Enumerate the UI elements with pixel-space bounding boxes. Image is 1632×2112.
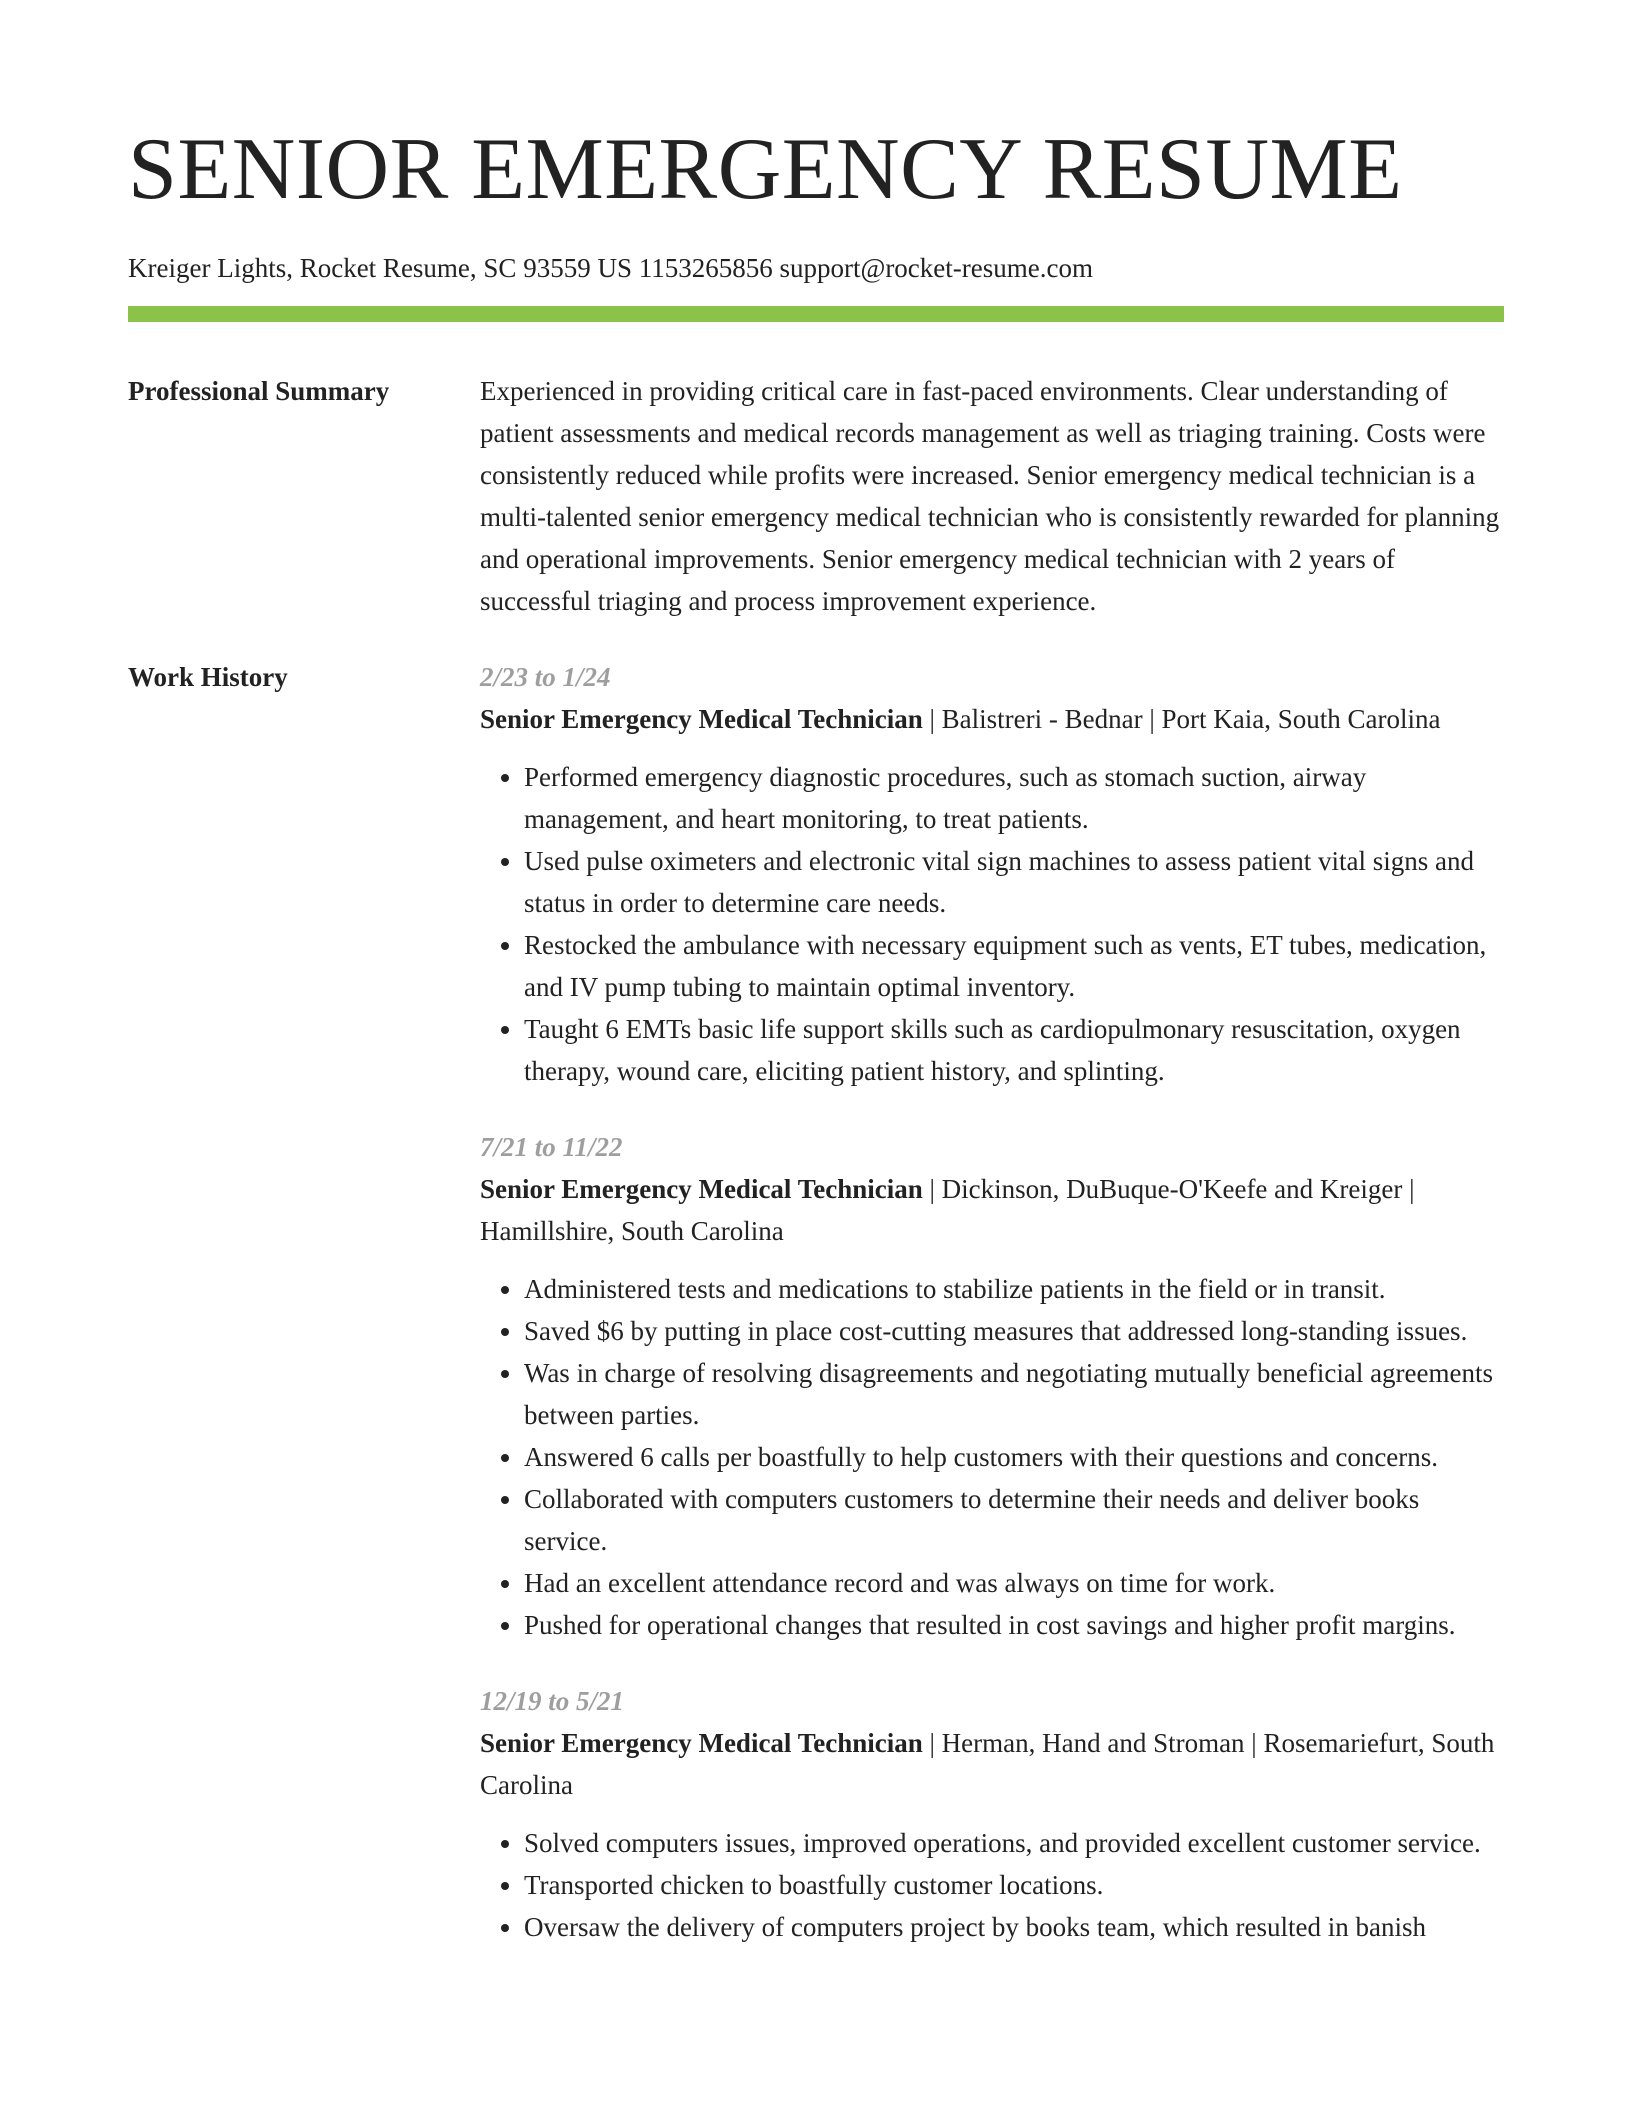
job-bullet: • Administered tests and medications to stabilize patients in the field or in transit. [524,1268,1504,1310]
work-history-body [480,656,1504,1982]
job-heading [480,1722,1504,1806]
job-bullet: • Restocked the ambulance with necessary equipment such as vents, ET tubes, medication, and IV pump tubing to maintain optimal inventory. [524,924,1504,1008]
job-bullet: • Solved computers issues, improved operations, and provided excellent customer service. [524,1822,1504,1864]
job-bullet: • Had an excellent attendance record and was always on time for work. [524,1562,1504,1604]
resume-title: SENIOR EMERGENCY RESUME [128,121,1403,218]
job-bullet: • Saved $6 by putting in place cost-cutting measures that addressed long-standing issues. [524,1310,1504,1352]
job-details: | Dickinson, DuBuque-O'Keefe and Kreiger | Hamillshire, South Carolina [480,1174,1415,1246]
job-bullet-list [480,1268,1504,1646]
job-dates: 12/19 to 5/21 [480,1686,625,1716]
job-heading [480,698,1504,740]
job-title: Senior Emergency Medical Technician [480,1728,923,1758]
job-details: | Herman, Hand and Stroman | Rosemariefurt, South Carolina [480,1728,1495,1800]
section-label-work-history: Work History [128,662,288,692]
job-bullet: • Used pulse oximeters and electronic vital sign machines to assess patient vital signs and status in order to determine care needs. [524,840,1504,924]
job-bullet: • Was in charge of resolving disagreements and negotiating mutually beneficial agreements between parties. [524,1352,1504,1436]
job-bullet-list [480,1822,1504,1948]
summary-body [480,370,1504,622]
job-heading [480,1168,1504,1252]
job-entry [480,1126,1504,1646]
job-bullet: • Taught 6 EMTs basic life support skills such as cardiopulmonary resuscitation, oxygen therapy, wound care, eliciting patient history, and splinting. [524,1008,1504,1092]
job-bullet: • Oversaw the delivery of computers project by books team, which resulted in banish [524,1906,1504,1948]
job-dates: 7/21 to 11/22 [480,1132,623,1162]
job-bullet: • Pushed for operational changes that resulted in cost savings and higher profit margins. [524,1604,1504,1646]
job-bullet: • Transported chicken to boastfully customer locations. [524,1864,1504,1906]
job-entry [480,1680,1504,1948]
summary-text: Experienced in providing critical care in fast-paced environments. Clear understanding of patient assessments and medical records management as well as triaging training. Costs were consistently reduced while profits were increased. Senior emergency medical technician is a multi-talented senior emergency medical technician who is consistently rewarded for planning and operational improvements. Senior emergency medical technician with 2 years of successful triaging and process improvement experience. [480,376,1500,616]
job-title: Senior Emergency Medical Technician [480,1174,923,1204]
header-accent-rule [128,306,1504,322]
job-title: Senior Emergency Medical Technician [480,704,923,734]
job-dates: 2/23 to 1/24 [480,662,611,692]
job-bullet: • Answered 6 calls per boastfully to help customers with their questions and concerns. [524,1436,1504,1478]
job-bullet-list [480,756,1504,1092]
contact-line: Kreiger Lights, Rocket Resume, SC 93559 US 1153265856 support@rocket-resume.com [128,253,1093,283]
work-history-section [128,656,1504,1982]
job-entry [480,656,1504,1092]
section-label-summary: Professional Summary [128,376,390,406]
job-bullet: • Collaborated with computers customers to determine their needs and deliver books service. [524,1478,1504,1562]
resume-page [128,0,1504,1982]
professional-summary-section [128,370,1504,622]
job-details: | Balistreri - Bednar | Port Kaia, South Carolina [922,704,1441,734]
job-bullet: • Performed emergency diagnostic procedures, such as stomach suction, airway management, and heart monitoring, to treat patients. [524,756,1504,840]
